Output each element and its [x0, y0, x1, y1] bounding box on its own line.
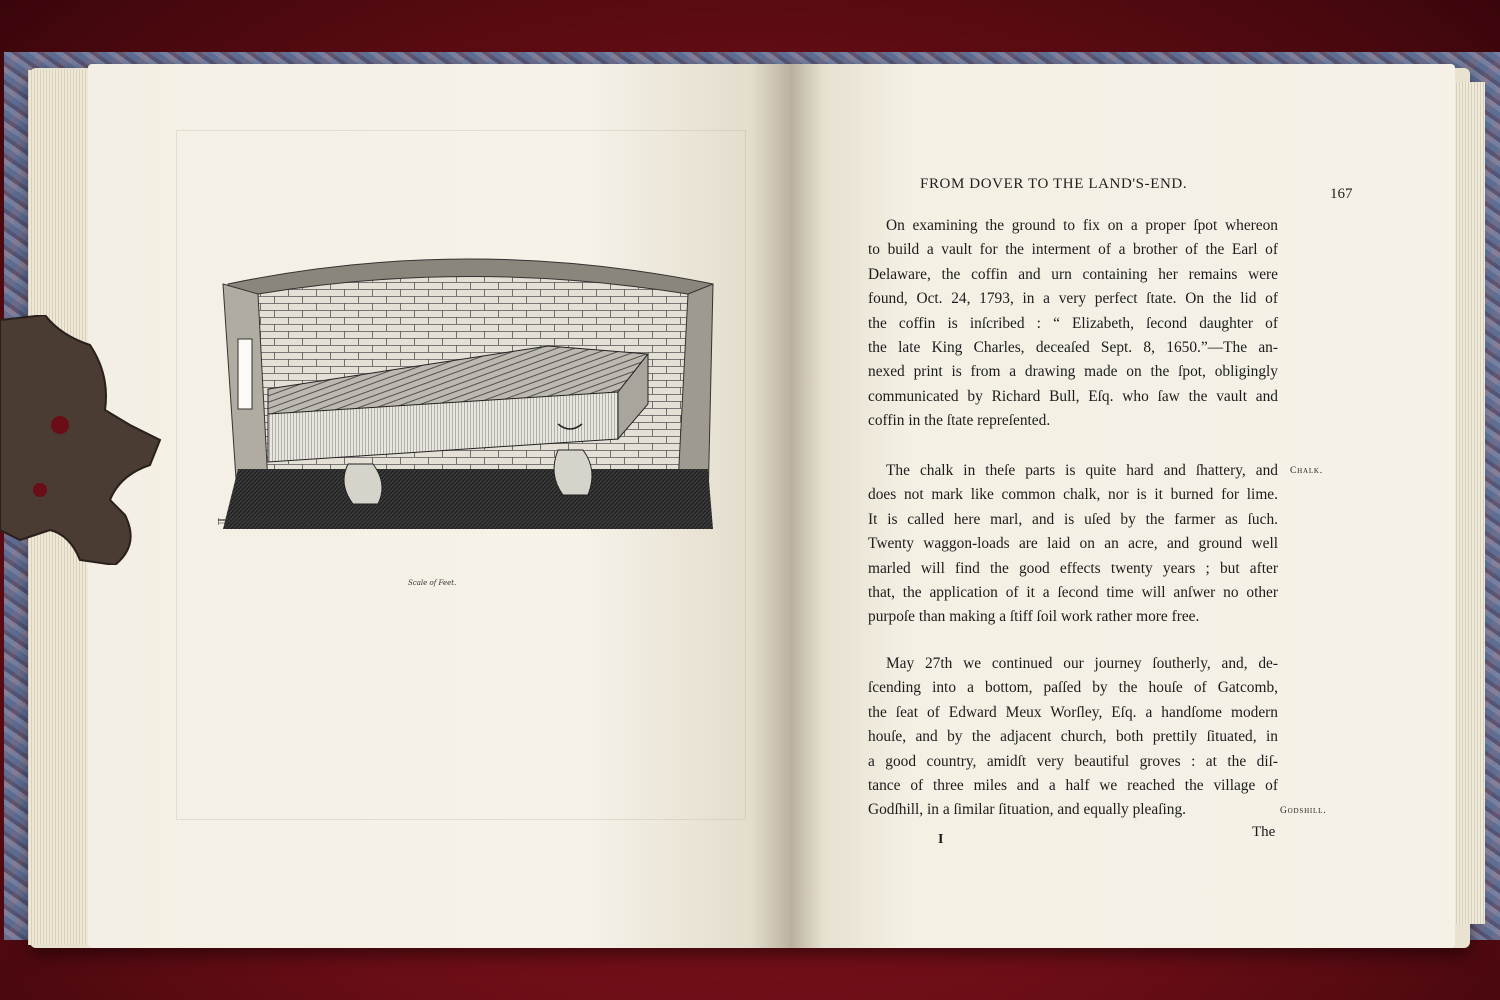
marginal-note-chalk: Chalk. — [1290, 466, 1323, 476]
text-line: ſcending into a bottom, paſſed by the houſe of Gatcomb, — [868, 679, 1278, 697]
text-line: communicated by Richard Bull, Eſq. who ſaw the vault and — [868, 387, 1278, 405]
scale-label: Scale of Feet. — [408, 579, 457, 587]
text-line: nexed print is from a drawing made on the ſpot, obligingly — [868, 363, 1278, 381]
paragraph-chalk — [868, 459, 1278, 630]
paragraph-vault — [868, 214, 1278, 434]
text-line: a good country, amidſt very beautiful groves : at the diſ- — [868, 752, 1278, 770]
right-page — [790, 64, 1455, 948]
page-number: 167 — [1330, 186, 1353, 202]
text-line: It is called here marl, and is uſed by the farmer as ſuch. — [868, 510, 1278, 528]
text-line: found, Oct. 24, 1793, in a very perfect ſtate. On the lid of — [868, 290, 1278, 308]
left-page — [88, 64, 793, 948]
text-line: May 27th we continued our journey ſoutherly, and, de- — [886, 655, 1278, 672]
text-line: the ſeat of Edward Meux Worſley, Eſq. a handſome modern — [868, 703, 1278, 721]
text-line: coffin in the ſtate repreſented. — [868, 412, 1051, 430]
running-head: FROM DOVER TO THE LAND'S-END. — [920, 176, 1188, 192]
text-line: Twenty waggon-loads are laid on an acre, and ground well — [868, 535, 1278, 553]
text-line: The chalk in theſe parts is quite hard and ſhattery, and — [886, 462, 1278, 479]
text-line: does not mark like common chalk, nor is it burned for lime. — [868, 486, 1278, 504]
signature-mark: I — [938, 832, 944, 847]
coffin-vault-engraving — [218, 254, 718, 529]
text-line: that, the application of it a ſecond time will anſwer no other — [868, 584, 1278, 602]
text-line: On examining the ground to fix on a proper ſpot whereon — [886, 217, 1278, 234]
text-line: tance of three miles and a half we reached the village of — [868, 777, 1278, 795]
text-line: the coffin is inſcribed : “ Elizabeth, ſecond daughter of — [868, 314, 1278, 332]
text-line: Delaware, the coffin and urn containing her remains were — [868, 265, 1278, 283]
marginal-note-godshill: Godshill. — [1280, 806, 1327, 816]
text-line: purpoſe than making a ſtiff ſoil work rather more free. — [868, 608, 1200, 626]
paragraph-journey — [868, 652, 1278, 823]
scale-bar — [218, 516, 710, 530]
text-line: houſe, and by the adjacent church, both prettily ſituated, in — [868, 728, 1278, 746]
text-line: to build a vault for the interment of a brother of the Earl of — [868, 241, 1278, 259]
text-line: the late King Charles, deceaſed Sept. 8, 1650.”—The an- — [868, 339, 1278, 357]
text-line: marled will find the good effects twenty years ; but after — [868, 559, 1278, 577]
text-line: Godſhill, in a ſimilar ſituation, and equally pleaſing. — [868, 801, 1187, 819]
page-clip — [0, 315, 165, 565]
catchword: The — [1252, 824, 1276, 840]
